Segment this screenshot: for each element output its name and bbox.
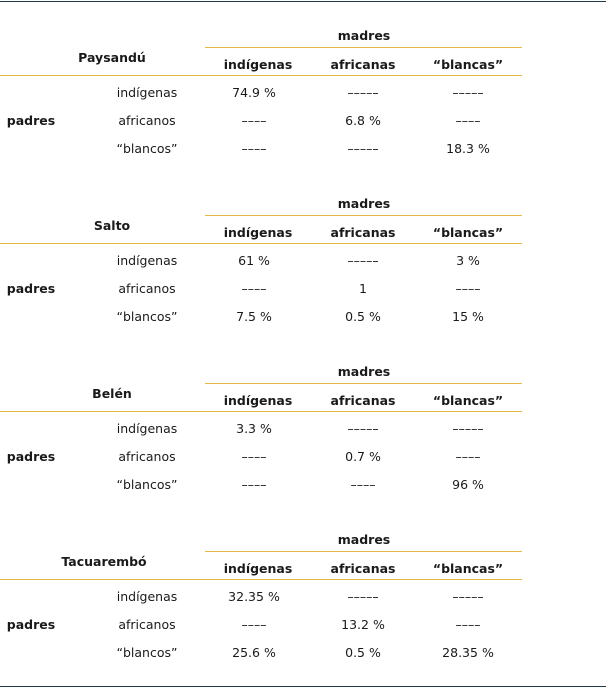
table-cell: 28.35 % [442,645,494,660]
table-cell: –––– [455,113,481,128]
body-rule [0,411,522,412]
table-cell: ––––– [347,421,379,436]
table-cell: ––––– [452,589,484,604]
table-tacuarembo [0,532,606,682]
col-header-blancas: “blancas” [432,393,504,408]
table-cell: 25.6 % [232,645,276,660]
madres-group-header: madres [337,364,391,379]
table-cell: 96 % [452,477,484,492]
table-cell: –––– [241,449,267,464]
row-label-indigenas: indígenas [116,421,178,436]
header-rule [205,551,522,552]
table-cell: 13.2 % [341,617,385,632]
bottom-border [0,686,606,687]
row-label-indigenas: indígenas [116,589,178,604]
table-cell: ––––– [452,85,484,100]
padres-group-label: padres [6,281,56,296]
table-cell: –––– [241,281,267,296]
table-salto [0,196,606,346]
table-cell: 15 % [452,309,484,324]
table-cell: –––– [241,141,267,156]
madres-group-header: madres [337,196,391,211]
table-city-title: Paysandú [78,50,146,65]
table-cell: ––––– [452,421,484,436]
row-label-africanos: africanos [118,113,176,128]
madres-group-header: madres [337,532,391,547]
row-label-blancos: “blancos” [116,309,178,324]
col-header-africanas: africanas [330,57,396,72]
table-cell: ––––– [347,85,379,100]
table-cell: –––– [350,477,376,492]
row-label-indigenas: indígenas [116,85,178,100]
col-header-indigenas: indígenas [223,57,293,72]
col-header-blancas: “blancas” [432,225,504,240]
table-cell: 0.5 % [345,645,381,660]
col-header-africanas: africanas [330,561,396,576]
table-cell: ––––– [347,253,379,268]
table-cell: 61 % [238,253,270,268]
header-rule [205,47,522,48]
table-cell: 7.5 % [236,309,272,324]
header-rule [205,215,522,216]
table-cell: –––– [241,477,267,492]
table-city-title: Salto [93,218,131,233]
top-border [0,1,606,2]
table-cell: 6.8 % [345,113,381,128]
table-cell: –––– [241,113,267,128]
padres-group-label: padres [6,113,56,128]
padres-group-label: padres [6,449,56,464]
body-rule [0,243,522,244]
row-label-africanos: africanos [118,617,176,632]
table-cell: 74.9 % [232,85,276,100]
table-cell: 0.5 % [345,309,381,324]
body-rule [0,75,522,76]
table-cell: 32.35 % [228,589,280,604]
table-belen [0,364,606,514]
row-label-indigenas: indígenas [116,253,178,268]
table-cell: –––– [241,617,267,632]
table-cell: 3.3 % [236,421,272,436]
table-cell: –––– [455,281,481,296]
table-cell: 1 [359,281,367,296]
col-header-indigenas: indígenas [223,225,293,240]
table-cell: 18.3 % [446,141,490,156]
col-header-africanas: africanas [330,393,396,408]
col-header-indigenas: indígenas [223,561,293,576]
row-label-blancos: “blancos” [116,645,178,660]
header-rule [205,383,522,384]
table-cell: –––– [455,449,481,464]
table-cell: ––––– [347,141,379,156]
body-rule [0,579,522,580]
col-header-blancas: “blancas” [432,561,504,576]
table-cell: 0.7 % [345,449,381,464]
table-paysandu [0,28,606,178]
col-header-africanas: africanas [330,225,396,240]
table-cell: ––––– [347,589,379,604]
table-city-title: Tacuarembó [61,554,147,569]
table-cell: –––– [455,617,481,632]
madres-group-header: madres [337,28,391,43]
row-label-africanos: africanos [118,281,176,296]
col-header-blancas: “blancas” [432,57,504,72]
col-header-indigenas: indígenas [223,393,293,408]
table-cell: 3 % [456,253,480,268]
row-label-blancos: “blancos” [116,141,178,156]
row-label-africanos: africanos [118,449,176,464]
table-city-title: Belén [92,386,132,401]
padres-group-label: padres [6,617,56,632]
row-label-blancos: “blancos” [116,477,178,492]
